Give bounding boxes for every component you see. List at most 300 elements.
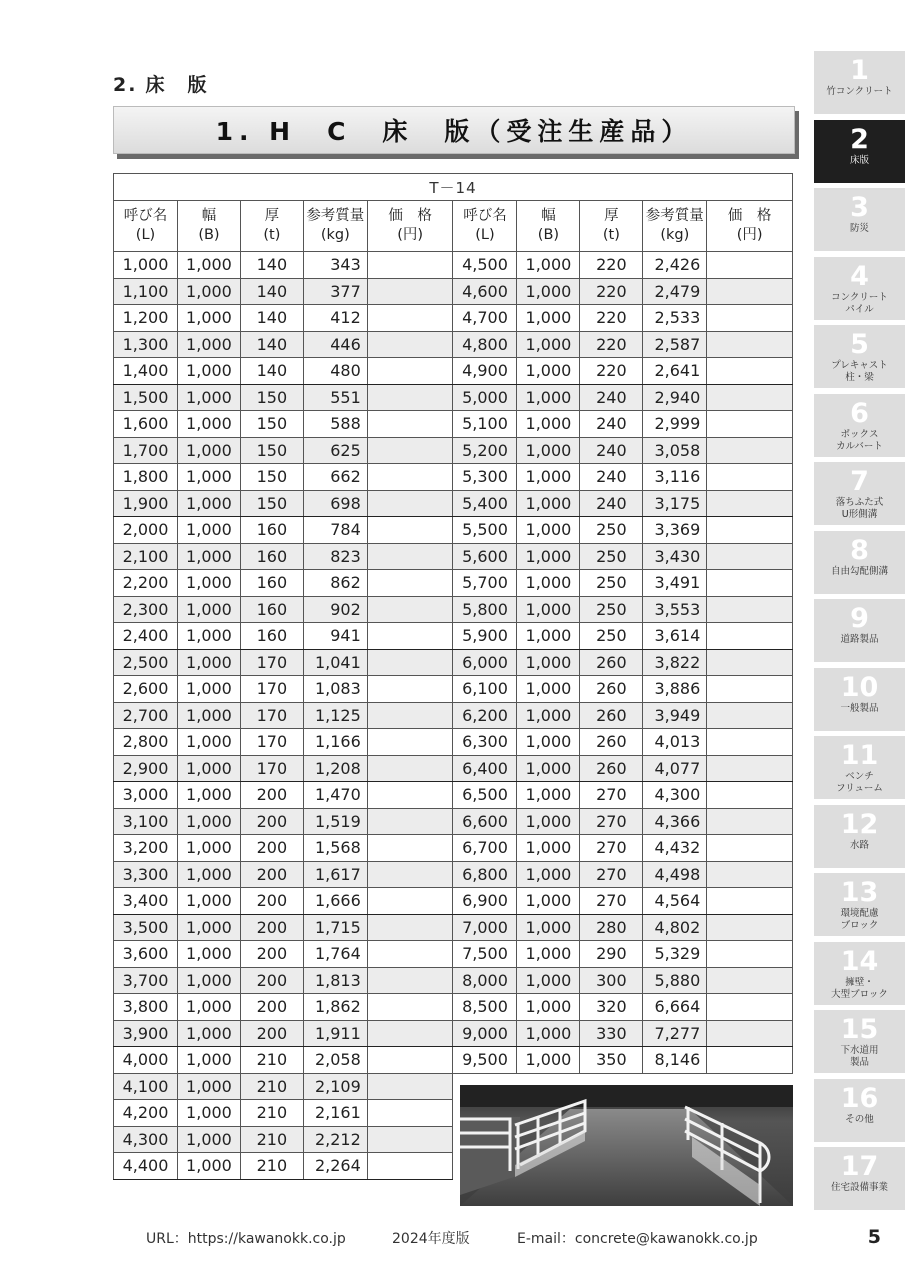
length-cell: 3,400 (114, 888, 178, 915)
thickness-cell: 210 (240, 1047, 303, 1074)
thickness-cell: 170 (240, 702, 303, 729)
table-row (114, 1020, 793, 1047)
length-cell: 3,000 (114, 782, 178, 809)
width-cell: 1,000 (177, 649, 240, 676)
width-cell: 1,000 (517, 941, 580, 968)
table-row (114, 1047, 793, 1074)
width-cell: 1,000 (177, 835, 240, 862)
chapter-label: プレキャスト 柱・梁 (831, 360, 888, 383)
chapter-label: 床版 (849, 154, 869, 166)
length-cell: 5,700 (453, 570, 517, 597)
mass-cell: 1,568 (303, 835, 367, 862)
length-cell: 2,200 (114, 570, 178, 597)
mass-cell: 625 (303, 437, 367, 464)
mass-cell: 941 (303, 623, 367, 650)
length-cell: 3,500 (114, 914, 178, 941)
width-cell: 1,000 (517, 411, 580, 438)
thickness-cell: 220 (580, 358, 643, 385)
length-cell: 7,000 (453, 914, 517, 941)
thickness-cell: 220 (580, 331, 643, 358)
chapter-number: 3 (850, 192, 869, 223)
column-header: 価 格 (円) (367, 201, 453, 252)
price-cell (367, 517, 453, 544)
mass-cell: 412 (303, 305, 367, 332)
length-cell: 1,100 (114, 278, 178, 305)
length-cell: 4,000 (114, 1047, 178, 1074)
chapter-tab-3[interactable] (814, 188, 905, 251)
mass-cell: 7,277 (643, 1020, 707, 1047)
mass-cell: 446 (303, 331, 367, 358)
chapter-label: 自由勾配側溝 (830, 565, 888, 577)
thickness-cell: 270 (580, 888, 643, 915)
mass-cell: 1,041 (303, 649, 367, 676)
chapter-tab-1[interactable] (814, 51, 905, 114)
table-row (114, 914, 793, 941)
price-cell (707, 517, 793, 544)
price-cell (707, 596, 793, 623)
thickness-cell: 260 (580, 676, 643, 703)
width-cell: 1,000 (517, 702, 580, 729)
price-cell (707, 649, 793, 676)
length-cell: 2,400 (114, 623, 178, 650)
price-cell (367, 384, 453, 411)
chapter-label: 水路 (849, 839, 869, 851)
table-row (114, 384, 793, 411)
price-cell (367, 649, 453, 676)
width-cell: 1,000 (517, 808, 580, 835)
price-cell (367, 411, 453, 438)
length-cell: 6,200 (453, 702, 517, 729)
price-cell (367, 676, 453, 703)
footer-url[interactable]: URL：https://kawanokk.co.jp (146, 1231, 346, 1247)
table-row (114, 252, 793, 279)
thickness-cell: 240 (580, 490, 643, 517)
price-cell (707, 888, 793, 915)
length-cell: 6,000 (453, 649, 517, 676)
width-cell: 1,000 (177, 676, 240, 703)
width-cell: 1,000 (517, 967, 580, 994)
price-cell (367, 305, 453, 332)
width-cell: 1,000 (177, 941, 240, 968)
thickness-cell: 170 (240, 649, 303, 676)
length-cell: 5,500 (453, 517, 517, 544)
chapter-label: 一般製品 (840, 702, 879, 714)
table-row (114, 411, 793, 438)
mass-cell: 2,479 (643, 278, 707, 305)
chapter-number: 9 (850, 603, 869, 634)
mass-cell: 4,300 (643, 782, 707, 809)
width-cell: 1,000 (177, 861, 240, 888)
mass-cell: 1,166 (303, 729, 367, 756)
price-cell (367, 914, 453, 941)
page-title-banner (113, 106, 795, 154)
length-cell: 1,700 (114, 437, 178, 464)
mass-cell: 902 (303, 596, 367, 623)
table-row (114, 941, 793, 968)
price-cell (367, 702, 453, 729)
price-cell (367, 1073, 453, 1100)
width-cell: 1,000 (517, 331, 580, 358)
thickness-cell: 250 (580, 570, 643, 597)
chapter-number: 4 (850, 260, 869, 292)
thickness-cell: 210 (240, 1100, 303, 1127)
price-cell (367, 278, 453, 305)
chapter-tab-13[interactable] (814, 873, 905, 936)
chapter-tab-10[interactable] (814, 668, 905, 731)
mass-cell: 3,491 (643, 570, 707, 597)
width-cell: 1,000 (517, 835, 580, 862)
thickness-cell: 260 (580, 702, 643, 729)
price-cell (707, 729, 793, 756)
chapter-tab-12[interactable] (814, 805, 905, 868)
mass-cell: 1,519 (303, 808, 367, 835)
mass-cell: 4,802 (643, 914, 707, 941)
thickness-cell: 260 (580, 649, 643, 676)
chapter-sidebar (814, 51, 905, 1216)
table-row (114, 305, 793, 332)
length-cell: 3,300 (114, 861, 178, 888)
length-cell: 6,400 (453, 755, 517, 782)
width-cell: 1,000 (177, 517, 240, 544)
price-cell (707, 782, 793, 809)
width-cell: 1,000 (177, 623, 240, 650)
price-cell (367, 967, 453, 994)
price-cell (707, 437, 793, 464)
chapter-label: 住宅設備事業 (830, 1182, 888, 1193)
mass-cell: 1,862 (303, 994, 367, 1021)
price-cell (367, 464, 453, 491)
length-cell: 3,600 (114, 941, 178, 968)
width-cell: 1,000 (517, 570, 580, 597)
thickness-cell: 210 (240, 1073, 303, 1100)
width-cell: 1,000 (177, 543, 240, 570)
length-cell: 6,600 (453, 808, 517, 835)
length-cell: 1,200 (114, 305, 178, 332)
price-cell (367, 490, 453, 517)
chapter-tab-14[interactable] (814, 942, 905, 1005)
price-cell (367, 755, 453, 782)
mass-cell: 2,161 (303, 1100, 367, 1127)
footer-email[interactable]: E-mail：concrete@kawanokk.co.jp (517, 1231, 758, 1247)
price-cell (707, 914, 793, 941)
width-cell: 1,000 (177, 358, 240, 385)
thickness-cell: 210 (240, 1126, 303, 1153)
length-cell: 6,500 (453, 782, 517, 809)
thickness-cell: 160 (240, 570, 303, 597)
width-cell: 1,000 (177, 411, 240, 438)
footer-edition: 2024年度版 (392, 1231, 470, 1247)
length-cell: 4,300 (114, 1126, 178, 1153)
thickness-cell: 160 (240, 596, 303, 623)
price-cell (707, 278, 793, 305)
mass-cell: 1,666 (303, 888, 367, 915)
mass-cell: 3,430 (643, 543, 707, 570)
chapter-label: その他 (845, 1113, 874, 1125)
width-cell: 1,000 (517, 729, 580, 756)
chapter-number: 10 (840, 671, 879, 703)
mass-cell: 3,822 (643, 649, 707, 676)
mass-cell: 4,432 (643, 835, 707, 862)
section-title (113, 70, 208, 97)
mass-cell: 4,564 (643, 888, 707, 915)
column-header: 幅 (B) (177, 201, 240, 252)
table-row (114, 570, 793, 597)
price-cell (707, 1047, 793, 1074)
thickness-cell: 300 (580, 967, 643, 994)
thickness-cell: 250 (580, 623, 643, 650)
width-cell: 1,000 (177, 490, 240, 517)
thickness-cell: 220 (580, 278, 643, 305)
price-cell (707, 331, 793, 358)
thickness-cell: 280 (580, 914, 643, 941)
length-cell: 5,600 (453, 543, 517, 570)
price-cell (707, 755, 793, 782)
chapter-tab-4[interactable] (814, 257, 905, 320)
thickness-cell: 240 (580, 384, 643, 411)
table-row (114, 861, 793, 888)
price-cell (367, 782, 453, 809)
table-row (114, 278, 793, 305)
mass-cell: 3,614 (643, 623, 707, 650)
thickness-cell: 220 (580, 252, 643, 279)
width-cell: 1,000 (517, 517, 580, 544)
thickness-cell: 150 (240, 411, 303, 438)
chapter-tab-15[interactable] (814, 1010, 905, 1073)
chapter-number: 1 (850, 55, 869, 86)
mass-cell: 4,077 (643, 755, 707, 782)
thickness-cell: 170 (240, 676, 303, 703)
length-cell: 4,500 (453, 252, 517, 279)
thickness-cell: 250 (580, 543, 643, 570)
table-row (114, 596, 793, 623)
length-cell: 4,700 (453, 305, 517, 332)
width-cell: 1,000 (177, 702, 240, 729)
price-cell (367, 994, 453, 1021)
mass-cell: 6,664 (643, 994, 707, 1021)
thickness-cell: 140 (240, 252, 303, 279)
thickness-cell: 210 (240, 1153, 303, 1180)
mass-cell: 2,587 (643, 331, 707, 358)
thickness-cell: 260 (580, 729, 643, 756)
mass-cell: 1,125 (303, 702, 367, 729)
width-cell: 1,000 (517, 676, 580, 703)
length-cell: 3,800 (114, 994, 178, 1021)
price-cell (707, 702, 793, 729)
mass-cell: 2,264 (303, 1153, 367, 1180)
mass-cell: 3,116 (643, 464, 707, 491)
length-cell: 6,800 (453, 861, 517, 888)
width-cell: 1,000 (177, 729, 240, 756)
price-cell (367, 543, 453, 570)
width-cell: 1,000 (177, 1153, 240, 1180)
section-title-word: 床 版 (145, 74, 209, 96)
width-cell: 1,000 (177, 914, 240, 941)
price-cell (707, 676, 793, 703)
width-cell: 1,000 (517, 1020, 580, 1047)
table-row (114, 623, 793, 650)
width-cell: 1,000 (177, 782, 240, 809)
chapter-tab-9[interactable] (814, 599, 905, 662)
price-cell (707, 861, 793, 888)
width-cell: 1,000 (177, 1100, 240, 1127)
chapter-label: ボックス カルバート (836, 428, 883, 452)
length-cell: 3,700 (114, 967, 178, 994)
chapter-tab-17[interactable] (814, 1147, 905, 1210)
thickness-cell: 160 (240, 623, 303, 650)
mass-cell: 1,208 (303, 755, 367, 782)
mass-cell: 3,369 (643, 517, 707, 544)
mass-cell: 2,109 (303, 1073, 367, 1100)
length-cell: 8,500 (453, 994, 517, 1021)
width-cell: 1,000 (177, 331, 240, 358)
width-cell: 1,000 (177, 755, 240, 782)
price-cell (707, 808, 793, 835)
mass-cell: 1,715 (303, 914, 367, 941)
thickness-cell: 150 (240, 437, 303, 464)
column-header: 厚 (t) (240, 201, 303, 252)
length-cell: 1,300 (114, 331, 178, 358)
price-cell (367, 358, 453, 385)
mass-cell: 588 (303, 411, 367, 438)
width-cell: 1,000 (517, 888, 580, 915)
mass-cell: 1,617 (303, 861, 367, 888)
width-cell: 1,000 (517, 305, 580, 332)
table-row (114, 729, 793, 756)
length-cell: 6,900 (453, 888, 517, 915)
table-row (114, 808, 793, 835)
price-cell (367, 252, 453, 279)
mass-cell: 2,999 (643, 411, 707, 438)
length-cell: 5,300 (453, 464, 517, 491)
thickness-cell: 270 (580, 835, 643, 862)
chapter-tab-7[interactable] (814, 462, 905, 525)
chapter-tab-16[interactable] (814, 1079, 905, 1142)
thickness-cell: 270 (580, 808, 643, 835)
chapter-number: 15 (840, 1014, 879, 1045)
table-row (114, 358, 793, 385)
price-cell (367, 331, 453, 358)
width-cell: 1,000 (517, 278, 580, 305)
length-cell: 4,900 (453, 358, 517, 385)
column-header: 幅 (B) (517, 201, 580, 252)
length-cell: 5,900 (453, 623, 517, 650)
table-row (114, 994, 793, 1021)
chapter-tab-11[interactable] (814, 736, 905, 799)
width-cell: 1,000 (517, 782, 580, 809)
thickness-cell: 150 (240, 384, 303, 411)
table-row (114, 967, 793, 994)
chapter-label: 落ちふた式 U形側溝 (835, 497, 884, 520)
bridge-railing-photo (460, 1085, 793, 1206)
width-cell: 1,000 (177, 888, 240, 915)
chapter-number: 17 (840, 1151, 879, 1182)
width-cell: 1,000 (517, 464, 580, 491)
mass-cell: 5,880 (643, 967, 707, 994)
length-cell: 5,800 (453, 596, 517, 623)
width-cell: 1,000 (517, 623, 580, 650)
width-cell: 1,000 (177, 437, 240, 464)
thickness-cell: 240 (580, 411, 643, 438)
mass-cell: 2,058 (303, 1047, 367, 1074)
chapter-tab-5[interactable] (814, 325, 905, 388)
mass-cell: 823 (303, 543, 367, 570)
length-cell: 3,200 (114, 835, 178, 862)
mass-cell: 2,641 (643, 358, 707, 385)
mass-cell: 3,553 (643, 596, 707, 623)
price-cell (707, 252, 793, 279)
price-cell (707, 835, 793, 862)
price-cell (367, 623, 453, 650)
mass-cell: 698 (303, 490, 367, 517)
mass-cell: 862 (303, 570, 367, 597)
mass-cell: 4,498 (643, 861, 707, 888)
mass-cell: 1,911 (303, 1020, 367, 1047)
thickness-cell: 200 (240, 888, 303, 915)
section-title-text: 2. (113, 74, 138, 96)
price-cell (367, 1126, 453, 1153)
width-cell: 1,000 (177, 278, 240, 305)
column-header: 厚 (t) (580, 201, 643, 252)
width-cell: 1,000 (517, 914, 580, 941)
thickness-cell: 200 (240, 941, 303, 968)
mass-cell: 8,146 (643, 1047, 707, 1074)
width-cell: 1,000 (177, 1126, 240, 1153)
chapter-label: 防災 (849, 223, 869, 234)
mass-cell: 5,329 (643, 941, 707, 968)
price-cell (707, 411, 793, 438)
table-row (114, 835, 793, 862)
column-header: 呼び名 (L) (114, 201, 178, 252)
thickness-cell: 200 (240, 861, 303, 888)
chapter-label: 環境配慮 ブロック (840, 908, 879, 931)
chapter-tab-2[interactable] (814, 120, 905, 183)
page-number: 5 (867, 1226, 881, 1248)
thickness-cell: 250 (580, 596, 643, 623)
price-cell (367, 1020, 453, 1047)
chapter-label: 擁壁・ 大型ブロック (831, 976, 888, 1000)
length-cell: 1,400 (114, 358, 178, 385)
table-row (114, 702, 793, 729)
price-cell (367, 941, 453, 968)
thickness-cell: 200 (240, 994, 303, 1021)
length-cell: 6,100 (453, 676, 517, 703)
mass-cell: 662 (303, 464, 367, 491)
length-cell: 5,000 (453, 384, 517, 411)
mass-cell: 4,366 (643, 808, 707, 835)
mass-cell: 3,949 (643, 702, 707, 729)
chapter-number: 13 (840, 877, 879, 908)
chapter-label: ベンチ フリューム (836, 771, 883, 794)
thickness-cell: 200 (240, 808, 303, 835)
mass-cell: 3,175 (643, 490, 707, 517)
price-cell (707, 384, 793, 411)
chapter-tab-6[interactable] (814, 394, 905, 457)
thickness-cell: 150 (240, 490, 303, 517)
page-title: 1. H C 床 版（受注生産品） (215, 117, 693, 146)
table-row (114, 543, 793, 570)
thickness-cell: 290 (580, 941, 643, 968)
price-cell (367, 861, 453, 888)
thickness-cell: 170 (240, 755, 303, 782)
chapter-tab-8[interactable] (814, 531, 905, 594)
length-cell: 9,500 (453, 1047, 517, 1074)
thickness-cell: 200 (240, 1020, 303, 1047)
width-cell: 1,000 (517, 543, 580, 570)
thickness-cell: 140 (240, 305, 303, 332)
width-cell: 1,000 (517, 861, 580, 888)
width-cell: 1,000 (177, 1020, 240, 1047)
length-cell: 4,800 (453, 331, 517, 358)
